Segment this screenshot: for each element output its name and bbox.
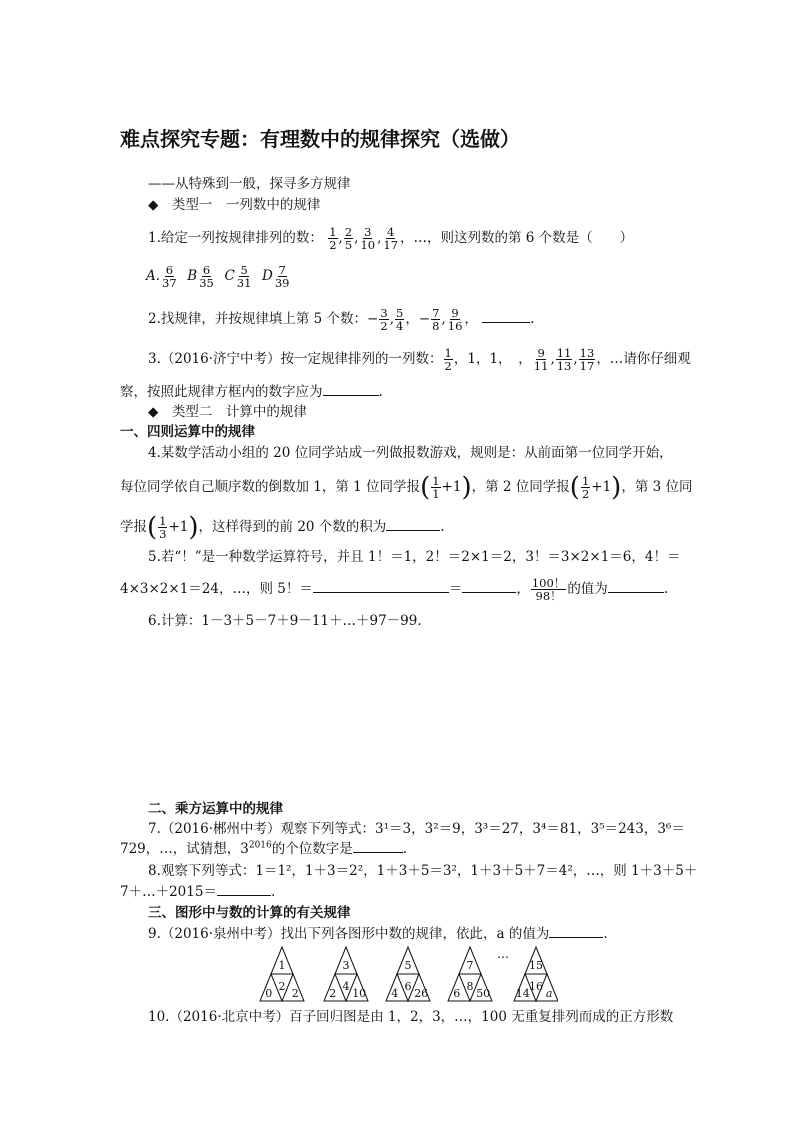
fraction: $\frac{1}{2}$: [329, 225, 337, 252]
q1-options: [146, 262, 291, 290]
triangle-left-number: 2: [329, 987, 337, 1000]
answer-blank[interactable]: [353, 840, 403, 853]
answer-blank[interactable]: [217, 883, 271, 896]
question-8: 8.观察下列等式：1＝1²，1＋3＝2²，1＋3＋5＝3²，1＋3＋5＋7＝4²，…，则 1＋3＋5＋: [148, 863, 698, 879]
triangle-top-number: 3: [342, 959, 350, 972]
section-2-heading: 二、乘方运算中的规律: [148, 801, 283, 817]
fraction: $\frac{2}{5}$: [344, 225, 353, 252]
triangle-center-number: 8: [466, 980, 474, 993]
answer-blank[interactable]: [549, 925, 603, 938]
triangle-left-number: 6: [453, 987, 461, 1000]
question-5: 5.若“！”是一种数学运算符号，并且 1！＝1，2！＝2×1＝2，3！＝3×2×1＝6，4！＝: [148, 549, 681, 565]
answer-blank[interactable]: [323, 383, 379, 396]
ellipsis: …: [497, 947, 509, 961]
section-3-heading: 三、图形中与数的计算的有关规律: [148, 905, 351, 921]
type2-heading: ◆ 类型二 计算中的规律: [148, 404, 307, 420]
triangle-top-number: 15: [529, 959, 543, 972]
q7-line2: 729，…，试猜想，$3^{2016}$的个位数字是 .: [120, 840, 408, 857]
q5-line2: 4×3×2×1＝24，…，则 5！＝ ＝ ， $\frac{100!}{98!}$ 的值为 .: [120, 576, 669, 603]
option-c: C $\frac{5}{31}$: [224, 263, 252, 290]
fraction: $\frac{3}{10}$: [360, 225, 376, 252]
option-d: D $\frac{7}{39}$: [262, 263, 290, 290]
page-title: 难点探究专题：有理数中的规律探究（选做）: [120, 127, 520, 151]
question-3: 3.（2016·济宁中考）按一定规律排列的一列数： $\frac{1}{2}$ ，1，1， ， $\frac{9}{11}$ , $\frac{11}{13}$ , $\frac{13}{17}$ ，…请你仔细观: [148, 346, 691, 373]
triangle-center-number: 2: [278, 980, 286, 993]
question-2: 2.找规律，并按规律填上第 5 个数：− $\frac{3}{2}$ , $\frac{5}{4}$ ，− $\frac{7}{8}$ , $\frac{9}{16}$ ， .: [148, 306, 535, 333]
triangle-right-number: 26: [414, 987, 429, 1000]
triangle-center-number: 4: [342, 980, 350, 993]
triangle-left-number: 4: [391, 987, 399, 1000]
triangle-left-number: 0: [265, 987, 273, 1000]
triangle-center-number: 16: [529, 980, 543, 993]
triangle-center-number: 6: [404, 980, 412, 993]
q4-line3: 学报( $\frac{1}{3}$ +1)，这样得到的前 20 个数的积为 .: [120, 512, 445, 543]
question-9: 9.（2016·泉州中考）找出下列各图形中数的规律，依此，a 的值为 .: [148, 926, 608, 942]
triangle-pattern-figure: [258, 944, 558, 1004]
triangle-right-number: 2: [291, 987, 299, 1000]
option-b: B $\frac{6}{35}$: [187, 263, 214, 290]
triangle-right-number: 10: [352, 987, 367, 1000]
fraction: $\frac{4}{17}$: [383, 225, 399, 252]
number-triangle-1: [260, 947, 304, 1001]
question-10: 10.（2016·北京中考）百子回归图是由 1，2，3，…，100 无重复排列而成的正方形数: [148, 1009, 674, 1025]
subtitle: ——从特殊到一般，探寻多方规律: [148, 176, 351, 192]
triangle-top-number: 5: [404, 959, 412, 972]
triangle-right-number: 50: [476, 987, 491, 1000]
q8-line2: 7＋…＋2015＝ .: [120, 884, 276, 900]
type1-heading: ◆ 类型一 一列数中的规律: [148, 197, 321, 213]
answer-blank[interactable]: [462, 580, 516, 593]
q1-post: ，…，则这列数的第 6 个数是（ ）: [400, 230, 634, 246]
number-triangle-2: [324, 947, 368, 1001]
question-6: 6.计算：1－3＋5－7＋9－11＋…＋97－99.: [148, 613, 422, 629]
q4-line2: 每位同学依自己顺序数的倒数加 1，第 1 位同学报( $\frac{1}{1}$ +1)，第 2 位同学报( $\frac{1}{2}$ +1)，第 3 位同: [120, 472, 693, 503]
answer-blank[interactable]: [313, 580, 449, 593]
triangle-top-number: 7: [466, 959, 474, 972]
triangle-left-number: 14: [515, 987, 530, 1000]
answer-blank[interactable]: [386, 518, 440, 531]
number-triangle-4: [448, 947, 492, 1001]
question-1: 1.给定一列按规律排列的数： $\frac{1}{2}$ , $\frac{2}{5}$ , $\frac{3}{10}$ , $\frac{4}{17}$ ，…，则这列数的第 6 个数是（ ）: [148, 225, 634, 252]
q3-line2: 察，按照此规律方框内的数字应为 .: [120, 384, 383, 400]
section-1-heading: 一、四则运算中的规律: [120, 424, 255, 440]
triangle-top-number: 1: [278, 959, 286, 972]
answer-blank[interactable]: [482, 310, 530, 323]
answer-blank[interactable]: [608, 580, 664, 593]
question-4: 4.某数学活动小组的 20 位同学站成一列做报数游戏，规则是：从前面第一位同学开始，: [148, 445, 673, 461]
number-triangle-5: [514, 947, 558, 1001]
number-triangle-3: [386, 947, 430, 1001]
question-7: 7.（2016·郴州中考）观察下列等式：3¹＝3，3²＝9，3³＝27，3⁴＝81，3⁵＝243，3⁶＝: [148, 821, 685, 837]
q1-text: 1.给定一列按规律排列的数：: [148, 230, 323, 246]
option-a: A. $\frac{6}{37}$: [146, 263, 177, 290]
triangle-right-number: a: [545, 987, 553, 1000]
